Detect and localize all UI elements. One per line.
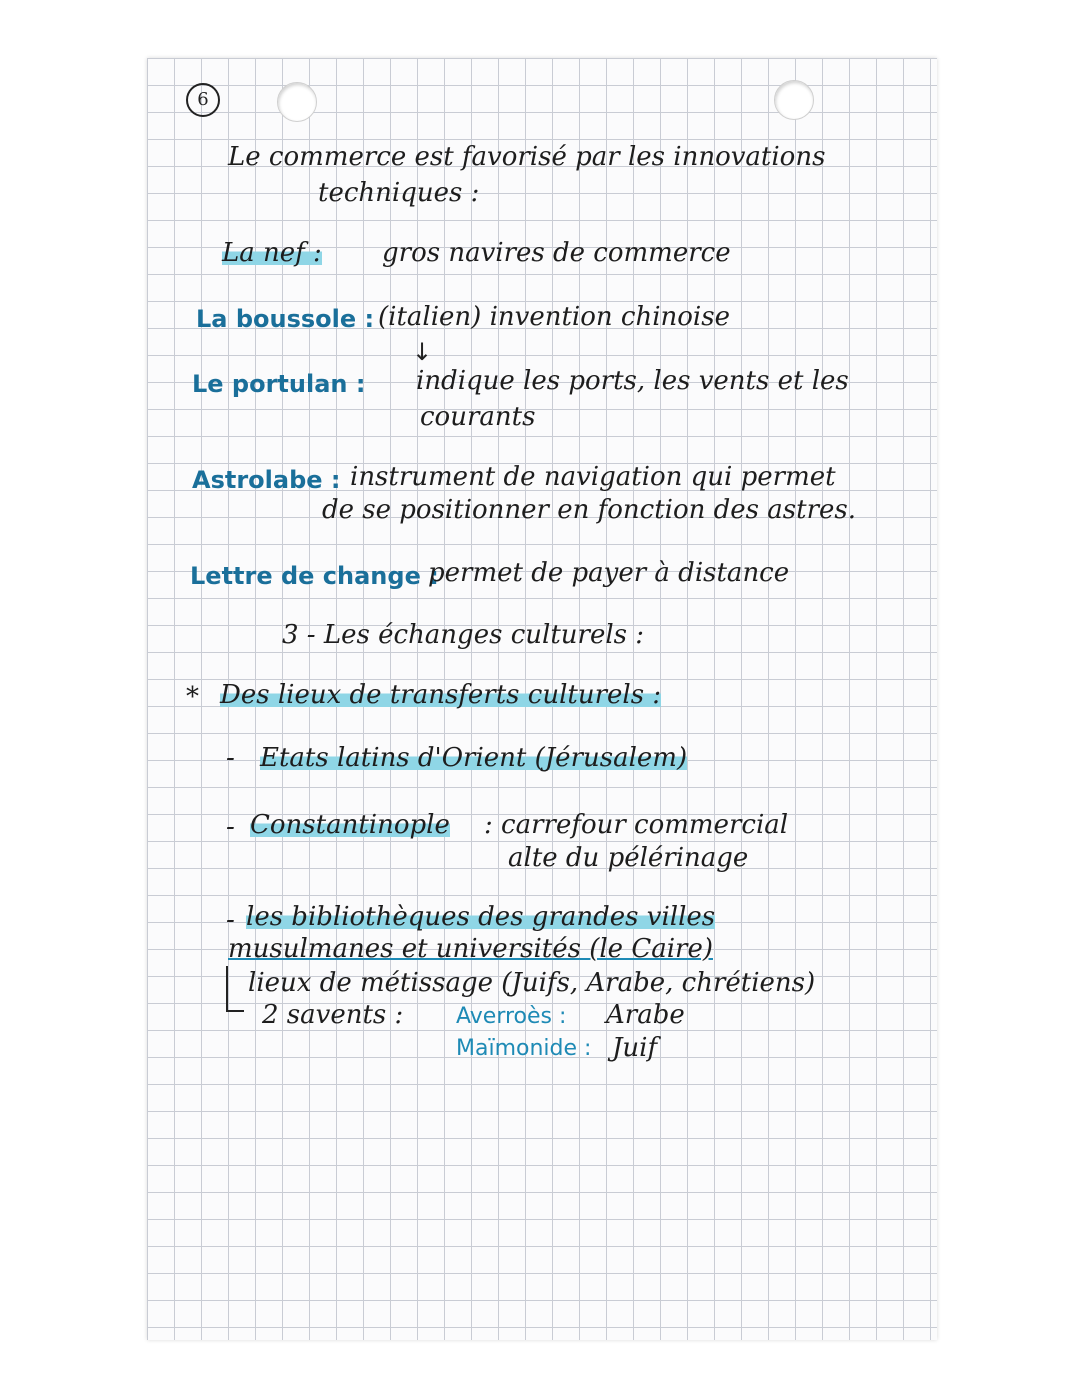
item3-line-4: 2 savents :	[262, 1000, 404, 1030]
lettre-term: Lettre de change :	[190, 562, 439, 590]
intro-line-2: techniques :	[318, 178, 480, 208]
savant-1-origin: Arabe	[606, 1000, 685, 1030]
item1-text: Etats latins d'Orient (Jérusalem)	[260, 743, 688, 773]
lettre-definition: permet de payer à distance	[428, 558, 790, 588]
portulan-def-line-1: indique les ports, les vents et les	[416, 366, 849, 396]
bracket-arrow	[226, 966, 244, 1012]
item3-line-3: lieux de métissage (Juifs, Arabe, chrétiens)	[248, 968, 816, 998]
item2-dash: -	[226, 812, 235, 842]
astrolabe-def-line-2: de se positionner en fonction des astres.	[322, 495, 856, 525]
savant-2-origin: Juif	[612, 1033, 658, 1063]
down-arrow-icon: ↓	[412, 338, 433, 366]
lieux-heading: Des lieux de transferts culturels :	[220, 680, 662, 710]
intro-line-1: Le commerce est favorisé par les innovations	[228, 142, 826, 172]
item2-name: Constantinople	[250, 810, 450, 840]
item3-line-1: les bibliothèques des grandes villes	[246, 902, 716, 932]
savant-1-name: Averroès :	[456, 1004, 567, 1029]
astrolabe-def-line-1: instrument de navigation qui permet	[350, 462, 836, 492]
item3-line-2: musulmanes et universités (le Caire)	[228, 934, 713, 964]
bullet-star: *	[186, 682, 199, 712]
item2-def-line-2: alte du pélérinage	[508, 843, 749, 873]
nef-definition: gros navires de commerce	[382, 238, 731, 268]
item2-def-line-1: : carrefour commercial	[484, 810, 789, 840]
boussole-term: La boussole :	[196, 305, 375, 333]
item3-dash: -	[226, 905, 235, 935]
savant-2-name: Maïmonide :	[456, 1036, 592, 1061]
boussole-definition: (italien) invention chinoise	[378, 302, 730, 332]
binder-hole-right	[774, 80, 814, 120]
portulan-def-line-2: courants	[420, 402, 536, 432]
astrolabe-term: Astrolabe :	[192, 466, 341, 494]
portulan-term: Le portulan :	[192, 370, 366, 398]
page-number: 6	[186, 83, 220, 117]
binder-hole-left	[277, 82, 317, 122]
section-3-title: 3 - Les échanges culturels :	[282, 620, 645, 650]
nef-term: La nef :	[222, 238, 322, 268]
item1-dash: -	[226, 743, 235, 773]
